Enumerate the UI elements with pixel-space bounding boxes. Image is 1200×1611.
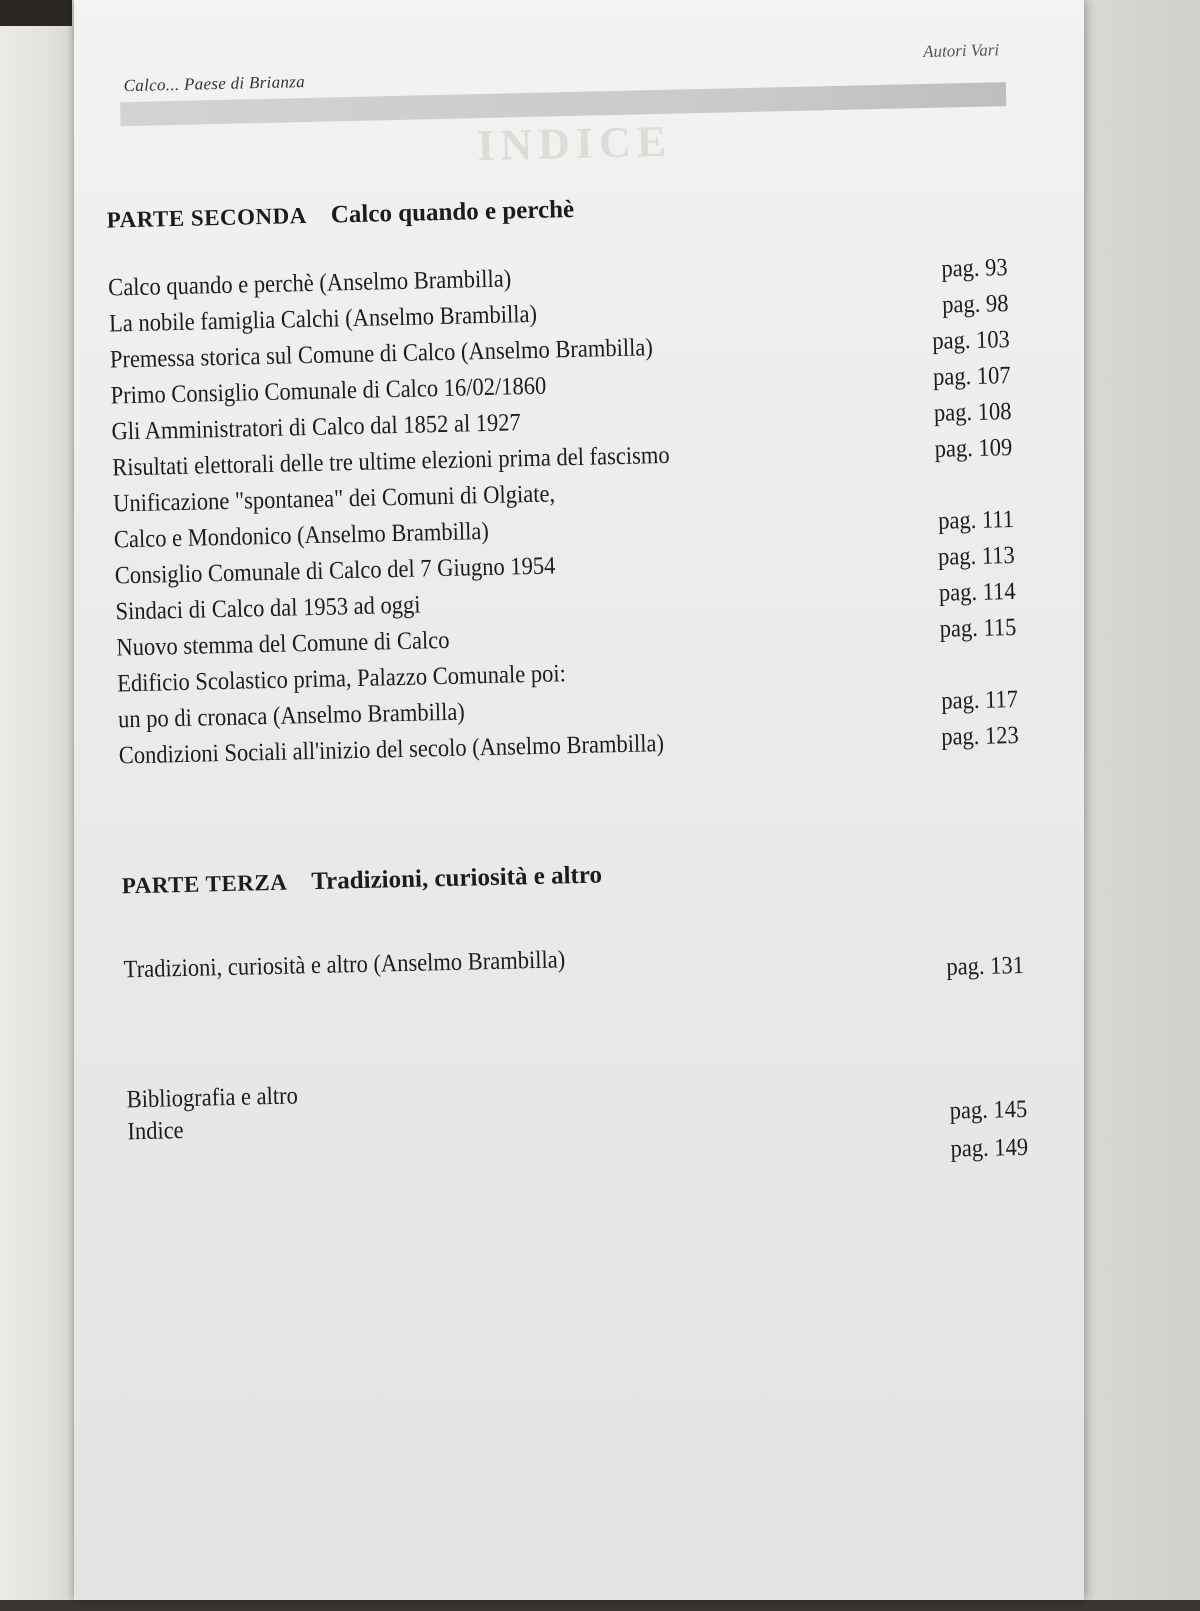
ghost-title: INDICE [476, 116, 673, 171]
toc-entry-title: La nobile famiglia Calchi (Anselmo Brambilla) [108, 300, 538, 338]
toc-entry-title: Indice [127, 1117, 184, 1146]
section-heading-parte-seconda [106, 196, 574, 235]
toc-entry-title: Bibliografia e altro [126, 1082, 299, 1114]
toc-entry-page: pag. 114 [938, 578, 1016, 607]
section-title: Calco quando e perchè [330, 195, 575, 229]
toc-entry-title: Primo Consiglio Comunale di Calco 16/02/1860 [110, 372, 547, 410]
running-head-left: Calco... Paese di Brianza [123, 72, 306, 96]
toc-entry-title: Calco quando e perchè (Anselmo Brambilla) [107, 265, 512, 302]
toc-entry-page: pag. 149 [950, 1133, 1029, 1163]
toc-entry-page: pag. 113 [937, 542, 1015, 571]
toc-entry-title: Premessa storica sul Comune di Calco (Anselmo Brambilla) [109, 334, 654, 374]
background-right [1080, 0, 1200, 1600]
toc-entry-page: pag. 108 [933, 398, 1012, 427]
toc-entry [123, 936, 1024, 992]
toc-entry-page: pag. 115 [939, 614, 1017, 643]
toc-entry-title: Gli Amministratori di Calco dal 1852 al 1927 [111, 409, 522, 446]
toc-entry-title: Sindaci di Calco dal 1953 ad oggi [115, 591, 421, 626]
toc-entry-title: Consiglio Comunale di Calco del 7 Giugno 1954 [114, 552, 556, 590]
toc-entry-page: pag. 123 [940, 722, 1019, 751]
section-title: Tradizioni, curiosità e altro [310, 861, 603, 896]
toc-entry-title: Nuovo stemma del Comune di Calco [116, 626, 450, 662]
toc-entry-page: pag. 103 [931, 326, 1010, 355]
toc-entry-page: pag. 111 [937, 506, 1015, 535]
section-part-label: PARTE TERZA [121, 869, 288, 899]
toc-entry-page: pag. 117 [940, 686, 1019, 715]
toc-entry-page: pag. 109 [934, 434, 1013, 463]
book-page [74, 0, 1084, 1600]
toc-entry-page: pag. 98 [942, 290, 1010, 319]
toc-entry-title: Calco e Mondonico (Anselmo Brambilla) [113, 517, 490, 554]
section-part-label: PARTE SECONDA [106, 203, 308, 233]
toc-entry-page: pag. 131 [946, 951, 1025, 981]
running-head-right: Autori Vari [922, 40, 1000, 61]
toc-entry-title: Edificio Scolastico prima, Palazzo Comunale poi: [116, 660, 567, 698]
toc-entry-page: pag. 93 [941, 254, 1009, 283]
toc-entry-title: un po di cronaca (Anselmo Brambilla) [117, 698, 466, 734]
toc-entry-title: Tradizioni, curiosità e altro (Anselmo Brambilla) [123, 946, 566, 984]
toc-entry-title: Unificazione "spontanea" dei Comuni di Olgiate, [112, 480, 556, 518]
toc-entry-page: pag. 145 [949, 1095, 1028, 1125]
page-content [56, 0, 1102, 1611]
toc-entry-page: pag. 107 [932, 362, 1011, 391]
section-heading-parte-terza [122, 862, 603, 901]
toc-entry-title: Condizioni Sociali all'inizio del secolo (Anselmo Brambilla) [118, 730, 665, 770]
toc-entry-title: Risultati elettorali delle tre ultime elezioni prima del fascismo [112, 441, 670, 482]
